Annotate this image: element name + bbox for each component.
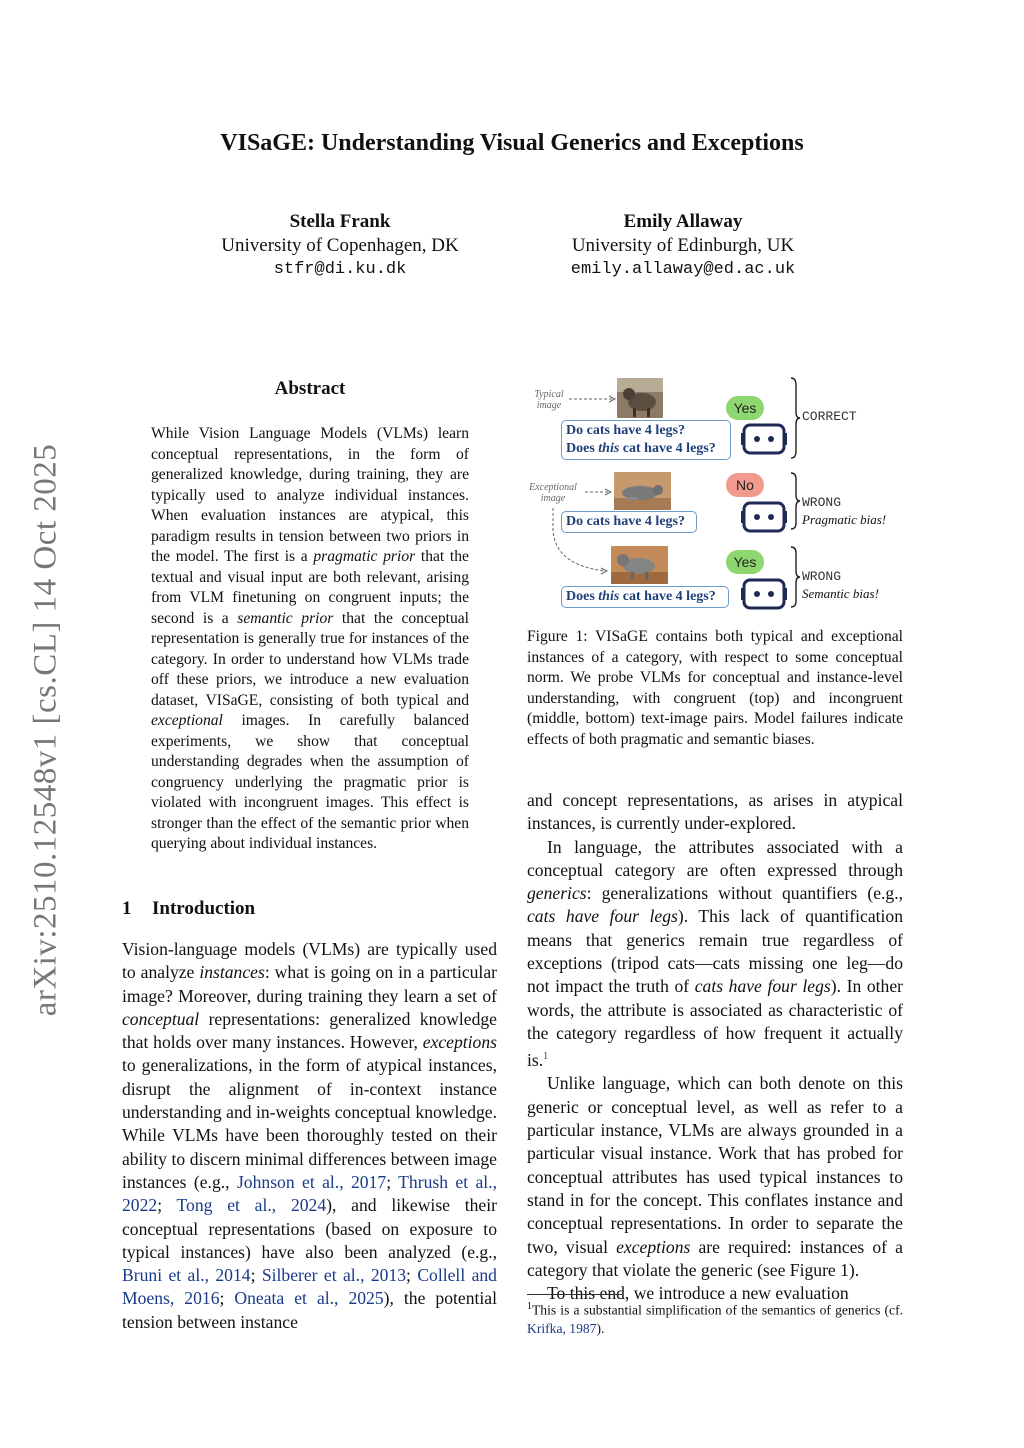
body-emphasis: instances: [199, 962, 265, 983]
question-box-instance: [561, 586, 729, 608]
figure-1: [525, 375, 910, 615]
brace-icon: [789, 546, 801, 608]
body-emphasis: cats have four legs: [694, 976, 831, 997]
abstract-heading: Abstract: [274, 378, 346, 399]
paper-title: VISaGE: Understanding Visual Generics and Exceptions: [220, 130, 804, 156]
typical-cat-photo: [617, 378, 663, 418]
body-text: Unlike language, which can both denote on this generic or conceptual level, as well as refer to a particular instance, VLMs are always grounded in a particular visual instance. Work that has probed for conceptual attributes has used typical instances to stand in for the concept. This conflates instance and conceptual representations. In order to separate the two, visual: [527, 1073, 903, 1257]
verdict-label: WRONG: [802, 569, 842, 584]
author-block-1: [190, 210, 490, 282]
answer-bubble-yes: Yes: [726, 396, 764, 420]
paragraph: To this end, we introduce a new evaluation: [547, 1283, 849, 1304]
typical-image-label: Typical image: [534, 389, 564, 411]
paragraph: [527, 836, 903, 1073]
body-text: : what is going on in a particular image? Moreover, during training they learn a set of: [122, 962, 497, 1006]
body-text: ). In other words, the attribute is associated as characteristic of the category regardless of how frequent it actually is.: [527, 976, 903, 1071]
body-text: ), and likewise their conceptual representations (based on exposure to typical instances) have also been analyzed (e.g.,: [122, 1195, 497, 1262]
author-name: Emily Allaway: [623, 211, 743, 232]
abstract-emphasis: semantic prior: [237, 609, 334, 627]
body-emphasis: generics: [527, 883, 587, 904]
instance-question: [566, 440, 726, 458]
question-box-generic: [561, 511, 697, 533]
arxiv-identifier: arXiv:2510.12548v1 [cs.CL] 14 Oct 2025: [27, 443, 64, 1017]
arxiv-sidebar: [16, 430, 76, 1030]
exceptional-image-label: Exceptional image: [529, 482, 577, 504]
footnote-rule: [527, 1294, 622, 1295]
body-text: : generalizations without quantifiers (e.g.,: [586, 883, 903, 904]
body-text: Vision-language models (VLMs) are typically used to analyze: [122, 939, 497, 983]
footnote-number: 1: [527, 1301, 532, 1312]
footnote: [527, 1298, 903, 1338]
question-text: Does: [566, 441, 599, 456]
abstract-text: that the textual and visual input are both relevant, arising from VLM finetuning on congruent inputs; the second is a: [151, 548, 469, 627]
robot-icon: [741, 500, 787, 534]
answer-bubble-yes: Yes: [726, 550, 764, 574]
citation-link[interactable]: Silberer et al., 2013: [261, 1265, 407, 1286]
verdict-correct: [802, 408, 857, 425]
abstract-emphasis: exceptional: [151, 712, 223, 729]
body-text: ), the potential tension between instance: [122, 1288, 497, 1332]
question-emphasis: this: [598, 589, 620, 604]
body-emphasis: exceptions: [616, 1236, 691, 1257]
body-text: ;: [157, 1195, 177, 1216]
question-emphasis: this: [598, 441, 620, 456]
brace-icon: [789, 472, 801, 530]
instance-question: [566, 588, 724, 606]
intro-left-column: [122, 938, 497, 1334]
author-affiliation: University of Edinburgh, UK: [571, 235, 795, 256]
abstract-body: [151, 424, 469, 855]
verdict-label: WRONG: [802, 495, 842, 510]
abstract-emphasis: pragmatic prior: [313, 548, 416, 565]
body-text: to generalizations, in the form of atypical instances, disrupt the alignment of in-context instance understanding and in-weights conceptual knowledge. While VLMs have been thoroughly tested on their ability to discern minimal differences between image instances (e.g.,: [122, 1055, 497, 1192]
body-emphasis: cats have four legs: [527, 906, 678, 927]
body-text: ;: [250, 1265, 262, 1286]
verdict-pragmatic: [802, 494, 886, 528]
exceptional-cat-photo-2: [611, 546, 668, 584]
citation-link[interactable]: Johnson et al., 2017: [236, 1171, 387, 1192]
citation-link[interactable]: Tong et al., 2024: [176, 1195, 327, 1216]
body-text: representations: generalized knowledge that holds over many instances. However,: [122, 1008, 497, 1053]
answer-bubble-no: No: [726, 473, 764, 497]
verdict-label: CORRECT: [802, 409, 857, 424]
author-email: emily.allaway@ed.ac.uk: [570, 260, 796, 279]
citation-link[interactable]: Thrush et al., 2022: [122, 1171, 497, 1216]
bias-label: Pragmatic bias!: [802, 512, 887, 527]
author-affiliation: University of Copenhagen, DK: [221, 235, 459, 256]
body-emphasis: conceptual: [122, 1008, 200, 1029]
body-text: ;: [219, 1288, 235, 1309]
abstract-text: While Vision Language Models (VLMs) learn conceptual representations, in the form of generalized knowledge, during training, they are typically used to analyze individual instances. When evaluation instances are atypical, this paradigm results in tension between two priors in the model. The first is a: [151, 425, 469, 565]
exceptional-cat-photo-1: [614, 472, 671, 510]
section-number: 1: [122, 898, 132, 919]
robot-icon: [741, 422, 787, 456]
body-text: ;: [386, 1171, 399, 1192]
footnote-mark[interactable]: 1: [543, 1051, 549, 1063]
abstract-text: images. In carefully balanced experiments, we show that conceptual understanding degrades when the assumption of congruency underlying the pragmatic prior is violated with incongruent images. This effect is stronger than the effect of the semantic prior when querying about individual instances.: [151, 712, 469, 852]
brace-icon: [789, 377, 801, 459]
author-email: stfr@di.ku.dk: [273, 260, 407, 279]
question-text: cat have 4 legs?: [619, 441, 716, 456]
generic-question: Do cats have 4 legs?: [566, 423, 685, 438]
author-block-2: [533, 210, 833, 282]
figure-1-caption: Figure 1: VISaGE contains both typical and exceptional instances of a category, with respect to some conceptual norm. We probe VLMs for conceptual and instance-level understanding, with congruent (top) and incongruent (middle, bottom) text-image pairs. Model failures indicate effects of both pragmatic and semantic biases.: [527, 628, 903, 748]
citation-link[interactable]: Bruni et al., 2014: [122, 1265, 251, 1286]
citation-link[interactable]: Krifka, 1987: [527, 1320, 597, 1336]
footnote-text: ).: [596, 1320, 605, 1336]
robot-icon: [741, 577, 787, 611]
question-box-typical: [561, 420, 731, 460]
author-name: Stella Frank: [289, 211, 391, 232]
paragraph: and concept representations, as arises in atypical instances, is currently under-explored.: [527, 790, 903, 834]
section-heading-introduction: [122, 898, 255, 920]
body-text: In language, the attributes associated with a conceptual category are often expressed through: [527, 836, 903, 880]
body-emphasis: exceptions: [422, 1032, 497, 1053]
section-title: Introduction: [152, 898, 256, 919]
citation-link[interactable]: Collell and Moens, 2016: [122, 1265, 497, 1309]
question-text: cat have 4 legs?: [619, 589, 716, 604]
bias-label: Semantic bias!: [802, 586, 879, 601]
paragraph: [527, 1072, 903, 1282]
question-text: Does: [566, 589, 599, 604]
abstract-text: that the conceptual representation is generally true for instances of the category. In order to understand how VLMs trade off these priors, we introduce a new evaluation dataset, VISaGE, consisting of both typical and: [151, 609, 469, 709]
generic-question: Do cats have 4 legs?: [566, 514, 685, 529]
body-text: are required: instances of a category that violate the generic (see Figure 1).: [527, 1236, 903, 1280]
body-text: ). This lack of quantification means that generics remain true regardless of exceptions (tripod cats—cats missing one leg—do not impact the truth of: [527, 906, 903, 997]
footnote-text: This is a substantial simplification of the semantics of generics (cf.: [532, 1302, 903, 1318]
intro-right-column: [527, 789, 903, 1305]
citation-link[interactable]: Oneata et al., 2025: [234, 1288, 384, 1309]
verdict-semantic: [802, 568, 879, 602]
body-text: ;: [406, 1265, 418, 1286]
